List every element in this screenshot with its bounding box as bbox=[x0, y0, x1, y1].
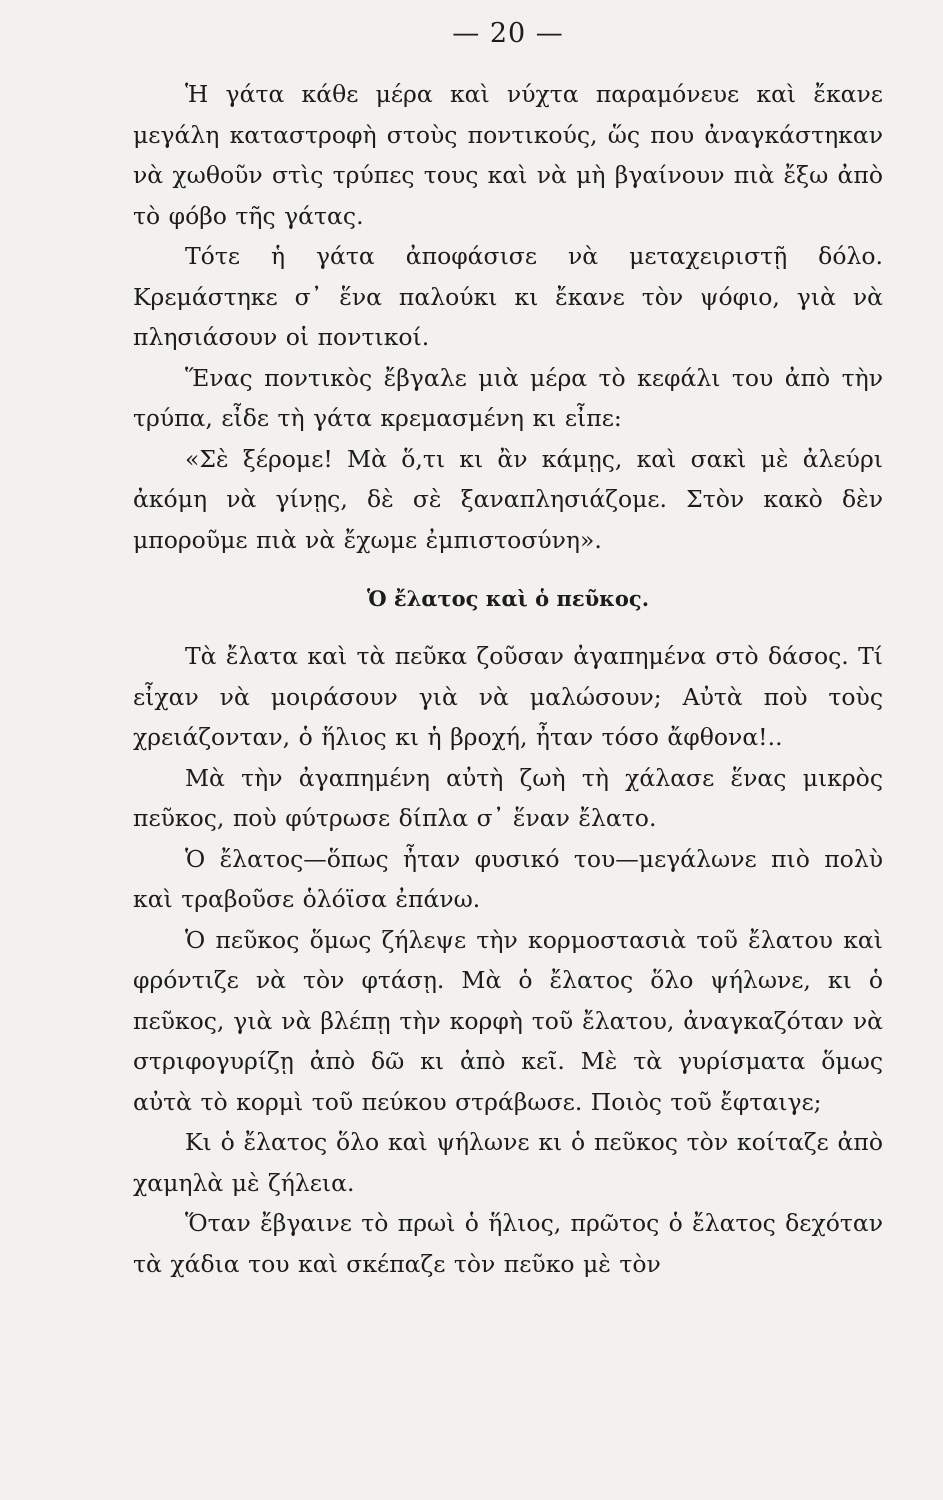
paragraph: Μὰ τὴν ἀγαπημένη αὐτὴ ζωὴ τὴ χάλασε ἕνας μικρὸς πεῦκος, ποὺ φύτρωσε δίπλα σ᾽ ἕναν ἔλατο. bbox=[133, 763, 883, 832]
paragraph: Ἕνας ποντικὸς ἔβγαλε μιὰ μέρα τὸ κεφάλι του ἀπὸ τὴν τρύπα, εἶδε τὴ γάτα κρεμασμένη κι εἶπε: bbox=[133, 363, 883, 432]
section-heading: Ὁ ἔλατος καὶ ὁ πεῦκος. bbox=[366, 586, 650, 611]
paragraph: Ὁ πεῦκος ὅμως ζήλεψε τὴν κορμοστασιὰ τοῦ ἔλατου καὶ φρόντιζε νὰ τὸν φτάσῃ. Μὰ ὁ ἔλατος ὅλο ψήλωνε, κι ὁ πεῦκος, γιὰ νὰ βλέπῃ τὴν κορφὴ τοῦ ἔλατου, ἀναγκαζόταν νὰ στριφογυρίζῃ ἀπὸ δῶ κι ἀπὸ κεῖ. Μὲ τὰ γυρίσματα ὅμως αὐτὰ τὸ κορμὶ τοῦ πεύκου στράβωσε. Ποιὸς τοῦ ἔφταιγε; bbox=[133, 925, 883, 1116]
paragraph: Τὰ ἔλατα καὶ τὰ πεῦκα ζοῦσαν ἀγαπημένα στὸ δάσος. Τί εἶχαν νὰ μοιράσουν γιὰ νὰ μαλώσουν; Αὐτὰ ποὺ τοὺς χρειάζονταν, ὁ ἥλιος κι ἡ βροχή, ἦταν τόσο ἄφθονα!.. bbox=[133, 642, 883, 751]
paragraph: Τότε ἡ γάτα ἀποφάσισε νὰ μεταχειριστῇ δόλο. Κρεμάστηκε σ᾽ ἕνα παλούκι κι ἔκανε τὸν ψόφιο, γιὰ νὰ πλησιάσουν οἱ ποντικοί. bbox=[133, 242, 883, 351]
paragraph: «Σὲ ξέρομε! Μὰ ὅ,τι κι ἂν κάμῃς, καὶ σακὶ μὲ ἀλεύρι ἀκόμη νὰ γίνῃς, δὲ σὲ ξαναπλησιάζομε. Στὸν κακὸ δὲν μποροῦμε πιὰ νὰ ἔχωμε ἐμπιστοσύνη». bbox=[133, 444, 883, 554]
paragraph: Ὁ ἔλατος—ὅπως ἦταν φυσικό του—μεγάλωνε πιὸ πολὺ καὶ τραβοῦσε ὁλόϊσα ἐπάνω. bbox=[133, 844, 883, 913]
paragraph: Κι ὁ ἔλατος ὅλο καὶ ψήλωνε κι ὁ πεῦκος τὸν κοίταζε ἀπὸ χαμηλὰ μὲ ζήλεια. bbox=[133, 1128, 883, 1197]
story-fir-and-pine bbox=[133, 636, 883, 1284]
paragraph: Ὅταν ἔβγαινε τὸ πρωὶ ὁ ἥλιος, πρῶτος ὁ ἔλατος δεχόταν τὰ χάδια του καὶ σκέπαζε τὸν πεῦκο μὲ τὸν bbox=[133, 1209, 883, 1278]
story-cat-and-mice bbox=[133, 74, 883, 560]
page-number: — 20 — bbox=[452, 18, 564, 49]
paragraph: Ἡ γάτα κάθε μέρα καὶ νύχτα παραμόνευε καὶ ἔκανε μεγάλη καταστροφὴ στοὺς ποντικούς, ὥς που ἀναγκάστηκαν νὰ χωθοῦν στὶς τρύπες τους καὶ νὰ μὴ βγαίνουν πιὰ ἔξω ἀπὸ τὸ φόβο τῆς γάτας. bbox=[133, 80, 883, 230]
